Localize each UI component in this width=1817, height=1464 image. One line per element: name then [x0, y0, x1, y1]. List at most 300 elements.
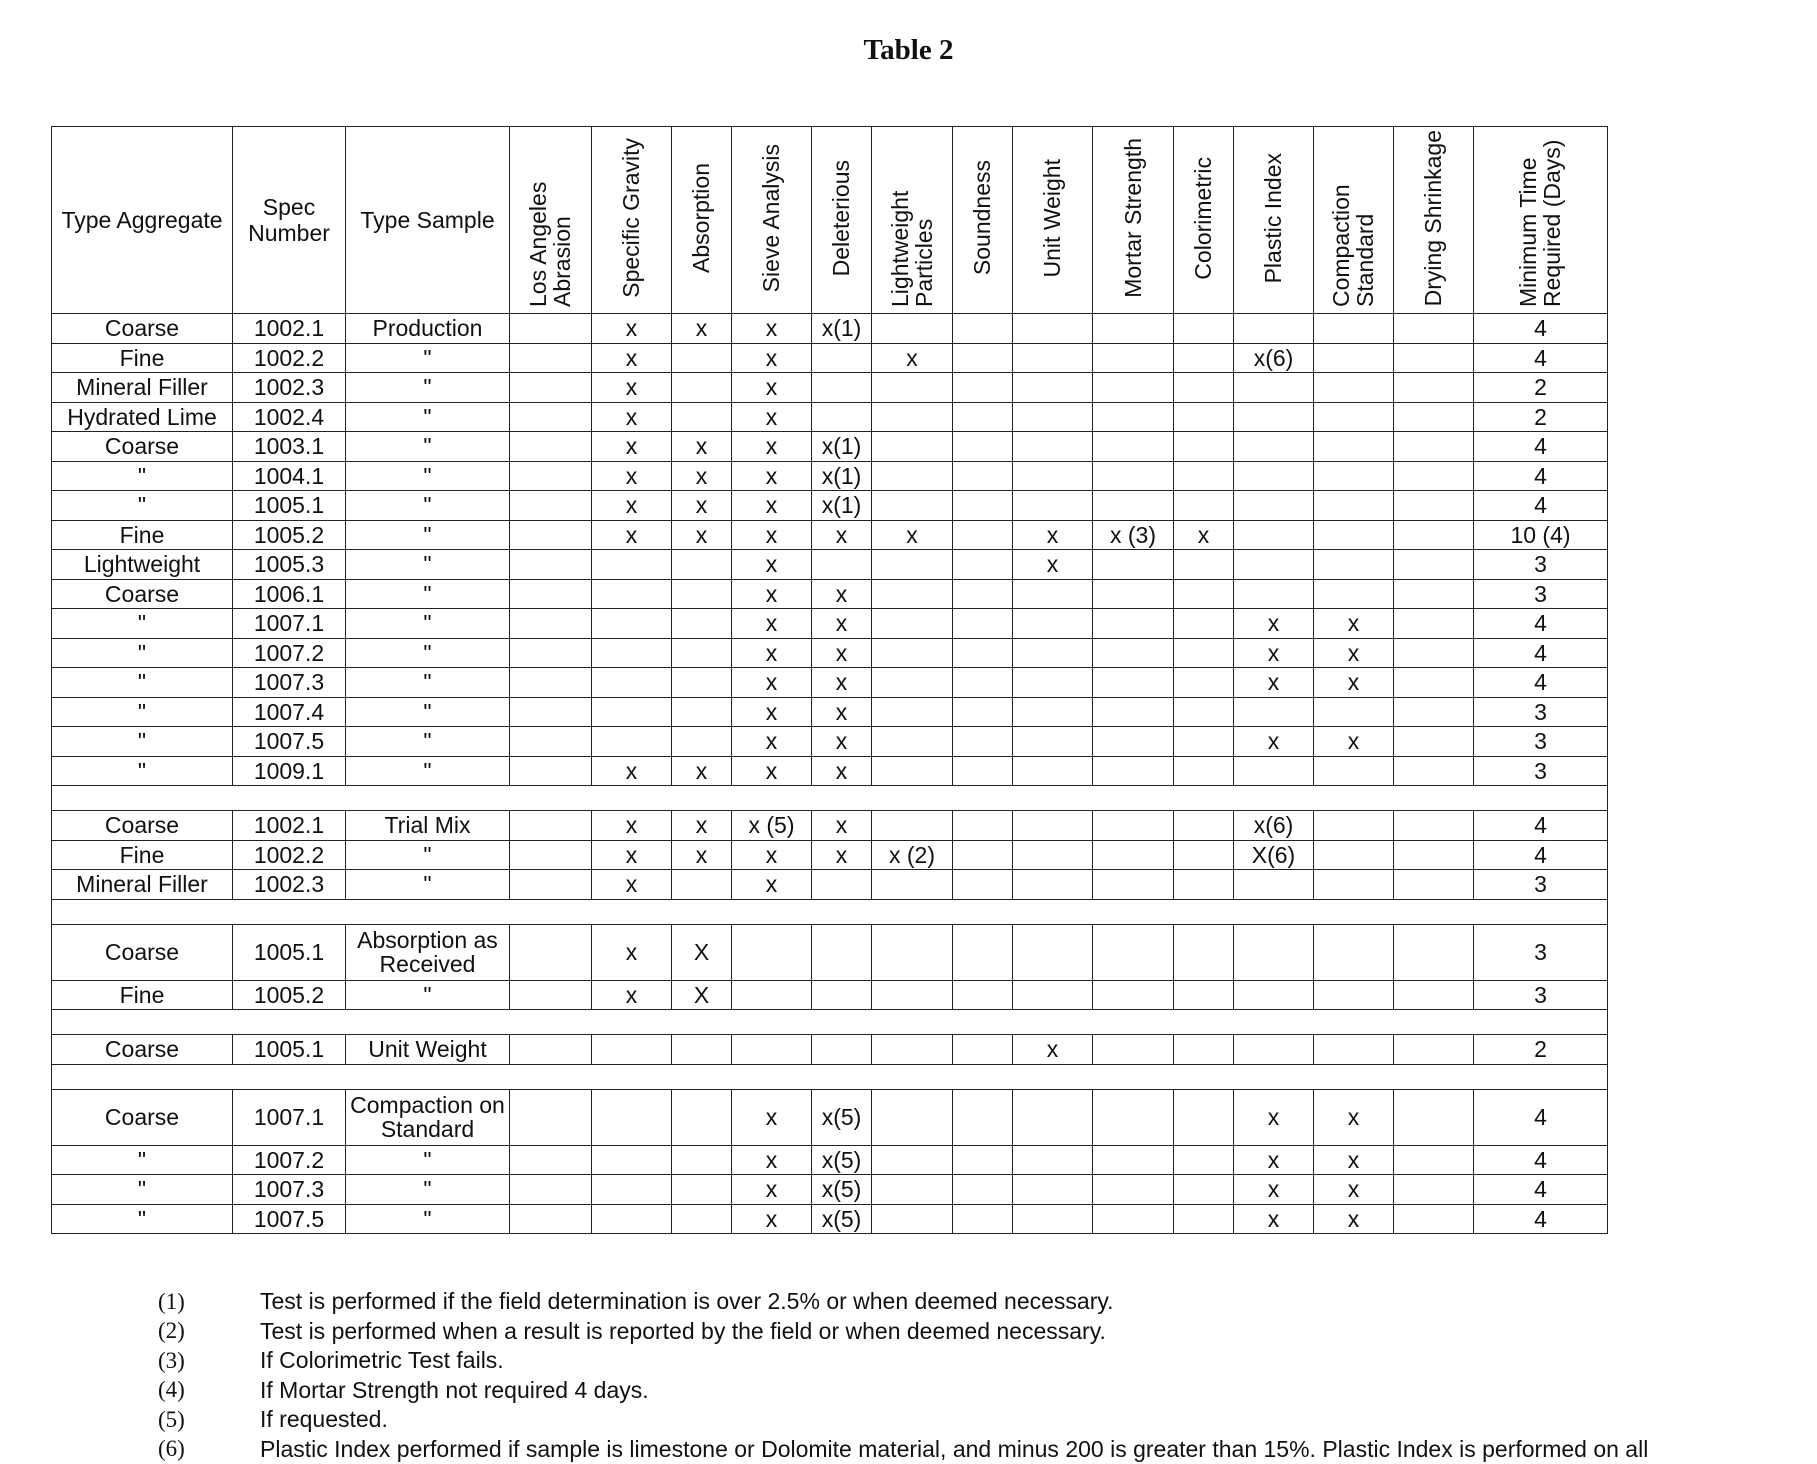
test-cell — [672, 343, 732, 373]
test-cell — [872, 1204, 953, 1234]
test-cell — [1174, 550, 1234, 580]
test-cell: x — [732, 1175, 812, 1205]
test-cell — [510, 402, 592, 432]
test-cell — [1314, 314, 1394, 344]
test-cell — [1394, 668, 1474, 698]
test-cell: x — [732, 756, 812, 786]
test-cell — [1093, 840, 1174, 870]
test-cell — [1394, 609, 1474, 639]
footnote-text: Test is performed when a result is reported by the field or when deemed necessary. — [260, 1318, 1817, 1345]
test-cell — [1093, 1145, 1174, 1175]
test-cell — [872, 1175, 953, 1205]
test-cell: x(5) — [812, 1175, 872, 1205]
type-sample-cell: " — [346, 727, 510, 757]
test-cell — [1013, 668, 1093, 698]
test-cell — [1314, 811, 1394, 841]
type-sample-cell: " — [346, 491, 510, 521]
test-cell — [672, 1089, 732, 1145]
test-cell — [953, 870, 1013, 900]
table-row — [52, 980, 1608, 1010]
test-cell — [1394, 697, 1474, 727]
test-cell — [1314, 343, 1394, 373]
test-cell: x — [812, 579, 872, 609]
footnote-text: If Colorimetric Test fails. — [260, 1347, 1817, 1374]
test-cell: x — [732, 1145, 812, 1175]
test-cell: x — [1013, 520, 1093, 550]
type-aggregate-cell: Coarse — [52, 1089, 233, 1145]
test-cell — [812, 924, 872, 980]
test-cell — [1013, 343, 1093, 373]
test-cell — [1013, 579, 1093, 609]
test-cell — [812, 402, 872, 432]
test-cell — [1174, 461, 1234, 491]
test-cell: x(1) — [812, 491, 872, 521]
test-cell — [1013, 1145, 1093, 1175]
test-cell: x — [732, 1089, 812, 1145]
type-aggregate-cell: " — [52, 1175, 233, 1205]
test-cell — [672, 1145, 732, 1175]
minimum-time-cell: 3 — [1474, 579, 1608, 609]
test-cell: x — [812, 520, 872, 550]
test-cell — [1174, 840, 1234, 870]
test-cell: x (2) — [872, 840, 953, 870]
test-cell — [953, 1175, 1013, 1205]
test-cell — [1394, 811, 1474, 841]
test-cell — [953, 638, 1013, 668]
test-cell — [1314, 461, 1394, 491]
test-cell — [1394, 638, 1474, 668]
test-cell: x — [732, 432, 812, 462]
test-cell — [592, 609, 672, 639]
test-cell — [953, 432, 1013, 462]
test-cell — [510, 980, 592, 1010]
test-cell: x — [1013, 550, 1093, 580]
test-cell — [672, 373, 732, 403]
test-cell — [1394, 756, 1474, 786]
test-cell — [1394, 461, 1474, 491]
test-cell — [732, 980, 812, 1010]
test-cell — [1013, 432, 1093, 462]
test-cell: x — [592, 840, 672, 870]
test-cell: x — [592, 373, 672, 403]
test-cell: x — [1314, 1204, 1394, 1234]
test-cell — [1013, 980, 1093, 1010]
type-sample-cell: Compaction on Standard — [346, 1089, 510, 1145]
test-cell — [1234, 697, 1314, 727]
header-type-aggregate: Type Aggregate — [52, 127, 233, 314]
test-cell: x — [592, 402, 672, 432]
table-row — [52, 314, 1608, 344]
test-cell — [1093, 1089, 1174, 1145]
test-cell: x — [672, 432, 732, 462]
test-cell — [1394, 840, 1474, 870]
test-cell — [1093, 579, 1174, 609]
test-cell — [1314, 697, 1394, 727]
test-cell — [1234, 491, 1314, 521]
table-body — [52, 314, 1608, 1234]
test-cell — [592, 1145, 672, 1175]
header-test: Colorimetric — [1174, 127, 1234, 314]
footnote-text: Plastic Index performed if sample is limestone or Dolomite material, and minus 200 is greater than 15%. Plastic Index is performed on all — [260, 1436, 1817, 1463]
footnote-number: (6) — [140, 1436, 260, 1462]
test-cell — [1093, 491, 1174, 521]
test-cell: x — [732, 491, 812, 521]
test-cell — [1174, 1145, 1234, 1175]
test-cell — [1394, 1089, 1474, 1145]
test-cell: x — [812, 668, 872, 698]
test-cell — [1093, 870, 1174, 900]
spec-number-cell: 1005.2 — [233, 980, 346, 1010]
minimum-time-cell: 2 — [1474, 1035, 1608, 1065]
minimum-time-cell: 4 — [1474, 811, 1608, 841]
test-cell — [510, 579, 592, 609]
type-aggregate-cell: Mineral Filler — [52, 870, 233, 900]
minimum-time-cell: 4 — [1474, 461, 1608, 491]
test-cell: X(6) — [1234, 840, 1314, 870]
test-cell — [1234, 1035, 1314, 1065]
test-cell: x — [1314, 609, 1394, 639]
test-cell: x — [1234, 638, 1314, 668]
test-cell — [953, 1089, 1013, 1145]
footnote — [140, 1317, 1817, 1347]
type-aggregate-cell: Coarse — [52, 579, 233, 609]
test-cell — [1174, 924, 1234, 980]
footnote — [140, 1405, 1817, 1435]
test-cell — [1174, 609, 1234, 639]
test-cell — [1234, 980, 1314, 1010]
test-cell — [872, 1035, 953, 1065]
test-cell — [1314, 1035, 1394, 1065]
test-cell — [872, 924, 953, 980]
footnote — [140, 1287, 1817, 1317]
footnote-number: (4) — [140, 1377, 260, 1403]
test-cell — [872, 402, 953, 432]
table-row — [52, 609, 1608, 639]
test-cell — [1314, 550, 1394, 580]
header-type-sample: Type Sample — [346, 127, 510, 314]
test-cell — [510, 343, 592, 373]
type-aggregate-cell: Coarse — [52, 432, 233, 462]
test-cell — [953, 373, 1013, 403]
group-spacer — [52, 1064, 1608, 1089]
test-cell: x — [592, 756, 672, 786]
minimum-time-cell: 3 — [1474, 727, 1608, 757]
test-cell — [1093, 373, 1174, 403]
test-cell — [672, 727, 732, 757]
test-cell: x — [672, 314, 732, 344]
page-title: Table 2 — [0, 34, 1817, 67]
test-cell: x — [592, 461, 672, 491]
test-cell — [872, 638, 953, 668]
minimum-time-cell: 3 — [1474, 924, 1608, 980]
test-cell — [1093, 1175, 1174, 1205]
test-cell: x — [592, 520, 672, 550]
test-cell — [672, 638, 732, 668]
test-cell — [1013, 1175, 1093, 1205]
type-aggregate-cell: Fine — [52, 343, 233, 373]
minimum-time-cell: 4 — [1474, 1145, 1608, 1175]
test-cell — [1314, 432, 1394, 462]
test-cell — [872, 579, 953, 609]
test-cell — [953, 550, 1013, 580]
test-cell — [1174, 402, 1234, 432]
test-cell — [510, 1175, 592, 1205]
minimum-time-cell: 4 — [1474, 1175, 1608, 1205]
table-row — [52, 756, 1608, 786]
type-sample-cell: " — [346, 870, 510, 900]
test-cell: x — [732, 609, 812, 639]
test-cell — [732, 1035, 812, 1065]
test-cell — [1174, 314, 1234, 344]
test-cell: x — [1174, 520, 1234, 550]
test-cell: x — [732, 697, 812, 727]
test-cell: x — [672, 840, 732, 870]
test-cell: x — [732, 373, 812, 403]
test-cell: x — [1234, 609, 1314, 639]
test-cell: x — [1234, 727, 1314, 757]
minimum-time-cell: 3 — [1474, 980, 1608, 1010]
test-cell — [872, 491, 953, 521]
spacer-cell — [52, 1010, 1608, 1035]
minimum-time-cell: 3 — [1474, 756, 1608, 786]
test-cell — [1174, 638, 1234, 668]
test-cell — [1093, 1035, 1174, 1065]
spec-number-cell: 1002.1 — [233, 314, 346, 344]
test-cell — [1314, 373, 1394, 403]
test-cell — [1093, 1204, 1174, 1234]
header-test: Specific Gravity — [592, 127, 672, 314]
test-cell — [1013, 314, 1093, 344]
test-cell — [1314, 491, 1394, 521]
test-cell: x — [672, 491, 732, 521]
aggregate-test-table — [51, 126, 1608, 1234]
test-cell — [1013, 840, 1093, 870]
test-cell: x — [592, 980, 672, 1010]
test-cell: x(5) — [812, 1089, 872, 1145]
spec-number-cell: 1005.1 — [233, 924, 346, 980]
test-cell — [953, 980, 1013, 1010]
spec-number-cell: 1003.1 — [233, 432, 346, 462]
test-cell — [1093, 550, 1174, 580]
test-cell — [672, 402, 732, 432]
minimum-time-cell: 2 — [1474, 373, 1608, 403]
test-cell — [592, 1204, 672, 1234]
test-cell — [1013, 756, 1093, 786]
minimum-time-cell: 4 — [1474, 840, 1608, 870]
test-cell — [953, 343, 1013, 373]
type-aggregate-cell: Coarse — [52, 811, 233, 841]
test-cell — [872, 668, 953, 698]
test-cell — [592, 727, 672, 757]
test-cell: x (3) — [1093, 520, 1174, 550]
header-row — [52, 127, 1608, 314]
test-cell — [510, 1145, 592, 1175]
test-cell — [1234, 579, 1314, 609]
test-cell — [1174, 980, 1234, 1010]
test-cell — [510, 924, 592, 980]
test-cell — [872, 314, 953, 344]
minimum-time-cell: 4 — [1474, 1204, 1608, 1234]
type-aggregate-cell: " — [52, 756, 233, 786]
test-cell: x — [592, 870, 672, 900]
test-cell — [1093, 638, 1174, 668]
spec-number-cell: 1007.2 — [233, 1145, 346, 1175]
test-cell — [510, 668, 592, 698]
test-cell: x — [592, 432, 672, 462]
test-cell — [872, 727, 953, 757]
group-spacer — [52, 786, 1608, 811]
test-cell — [1174, 491, 1234, 521]
test-cell — [510, 811, 592, 841]
test-cell: x — [1234, 1089, 1314, 1145]
header-test: Sieve Analysis — [732, 127, 812, 314]
test-cell — [872, 461, 953, 491]
test-cell — [1013, 609, 1093, 639]
test-cell: x — [812, 756, 872, 786]
test-cell — [953, 756, 1013, 786]
test-cell — [1013, 1204, 1093, 1234]
test-cell — [1234, 924, 1314, 980]
test-cell: x — [1234, 1145, 1314, 1175]
header-test: Soundness — [953, 127, 1013, 314]
test-cell — [812, 980, 872, 1010]
header-minimum-time: Minimum Time Required (Days) — [1474, 127, 1608, 314]
type-aggregate-cell: " — [52, 697, 233, 727]
footnote-text: Test is performed if the field determination is over 2.5% or when deemed necessary. — [260, 1288, 1817, 1315]
test-cell — [872, 1145, 953, 1175]
type-sample-cell: " — [346, 550, 510, 580]
table-row — [52, 1145, 1608, 1175]
test-cell: x — [672, 461, 732, 491]
test-cell — [953, 402, 1013, 432]
spec-number-cell: 1007.2 — [233, 638, 346, 668]
test-cell — [1013, 491, 1093, 521]
test-cell — [672, 1175, 732, 1205]
test-cell: x — [1314, 1175, 1394, 1205]
test-cell — [1174, 1035, 1234, 1065]
test-cell — [953, 491, 1013, 521]
test-cell: x — [732, 579, 812, 609]
type-aggregate-cell: Coarse — [52, 1035, 233, 1065]
spec-number-cell: 1007.4 — [233, 697, 346, 727]
minimum-time-cell: 4 — [1474, 314, 1608, 344]
test-cell — [1314, 520, 1394, 550]
test-cell — [1314, 402, 1394, 432]
test-cell — [1394, 1145, 1474, 1175]
minimum-time-cell: 3 — [1474, 550, 1608, 580]
table-row — [52, 870, 1608, 900]
minimum-time-cell: 4 — [1474, 491, 1608, 521]
spec-number-cell: 1007.3 — [233, 1175, 346, 1205]
table-row — [52, 491, 1608, 521]
spec-number-cell: 1002.3 — [233, 373, 346, 403]
type-sample-cell: " — [346, 840, 510, 870]
test-cell — [592, 668, 672, 698]
spec-number-cell: 1007.1 — [233, 609, 346, 639]
test-cell — [1174, 1204, 1234, 1234]
test-cell — [1093, 756, 1174, 786]
test-cell: x — [732, 402, 812, 432]
test-cell — [1234, 314, 1314, 344]
test-cell — [812, 870, 872, 900]
test-cell — [1314, 579, 1394, 609]
test-cell: x — [732, 840, 812, 870]
table-row — [52, 461, 1608, 491]
test-cell: x — [1234, 1204, 1314, 1234]
spec-number-cell: 1002.3 — [233, 870, 346, 900]
test-cell — [1093, 727, 1174, 757]
footnote-number: (2) — [140, 1318, 260, 1344]
test-cell — [953, 314, 1013, 344]
spec-number-cell: 1005.1 — [233, 491, 346, 521]
test-cell: x — [732, 727, 812, 757]
type-sample-cell: " — [346, 432, 510, 462]
test-cell — [1394, 550, 1474, 580]
header-test: Plastic Index — [1234, 127, 1314, 314]
test-cell: x(1) — [812, 314, 872, 344]
test-cell — [1234, 373, 1314, 403]
minimum-time-cell: 10 (4) — [1474, 520, 1608, 550]
test-cell: x — [592, 924, 672, 980]
test-cell — [510, 461, 592, 491]
spec-number-cell: 1005.1 — [233, 1035, 346, 1065]
test-cell — [1234, 402, 1314, 432]
test-cell — [812, 343, 872, 373]
test-cell: x — [1314, 1089, 1394, 1145]
header-test: Absorption — [672, 127, 732, 314]
type-aggregate-cell: Coarse — [52, 314, 233, 344]
type-aggregate-cell: " — [52, 1204, 233, 1234]
test-cell — [1394, 520, 1474, 550]
minimum-time-cell: 3 — [1474, 870, 1608, 900]
test-cell — [672, 579, 732, 609]
test-cell — [1013, 697, 1093, 727]
spec-number-cell: 1007.1 — [233, 1089, 346, 1145]
test-cell — [510, 870, 592, 900]
test-cell — [672, 1204, 732, 1234]
test-cell: x (5) — [732, 811, 812, 841]
type-sample-cell: " — [346, 697, 510, 727]
test-cell — [1093, 811, 1174, 841]
test-cell — [510, 550, 592, 580]
test-cell: x — [732, 870, 812, 900]
spec-number-cell: 1007.5 — [233, 1204, 346, 1234]
type-sample-cell: " — [346, 373, 510, 403]
test-cell — [953, 461, 1013, 491]
test-cell — [1234, 870, 1314, 900]
test-cell — [1174, 668, 1234, 698]
minimum-time-cell: 4 — [1474, 343, 1608, 373]
test-cell — [592, 1089, 672, 1145]
test-cell — [1013, 373, 1093, 403]
test-cell — [672, 668, 732, 698]
test-cell — [672, 550, 732, 580]
test-cell — [672, 870, 732, 900]
type-aggregate-cell: " — [52, 1145, 233, 1175]
test-cell — [592, 697, 672, 727]
test-cell — [1174, 1089, 1234, 1145]
test-cell — [1394, 727, 1474, 757]
footnote — [140, 1346, 1817, 1376]
test-cell — [1013, 638, 1093, 668]
header-test: Lightweight Particles — [872, 127, 953, 314]
type-sample-cell: " — [346, 609, 510, 639]
test-cell — [953, 840, 1013, 870]
test-cell: x — [672, 811, 732, 841]
test-cell: x — [1314, 638, 1394, 668]
test-cell — [1093, 980, 1174, 1010]
test-cell — [1013, 461, 1093, 491]
